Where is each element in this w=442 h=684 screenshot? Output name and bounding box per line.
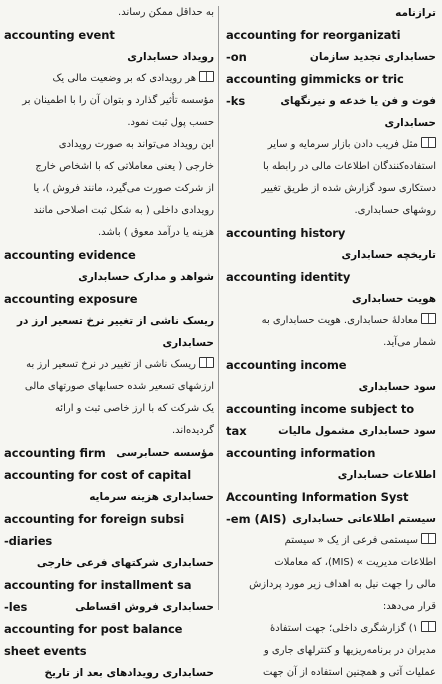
left-column	[4, 2, 214, 679]
entry-term-fragment: -em (AIS)	[226, 512, 287, 526]
definition-line: مؤسسه تأثیر گذارد و بتوان آن را با اطمینان بر	[22, 95, 214, 106]
definition-text: هر رویدادی که بر وضعیت مالی یک	[52, 73, 196, 84]
definition-line: شمار می‌آید.	[383, 337, 436, 348]
book-icon	[199, 357, 214, 368]
entry-translation: حسابداری فروش اقساطی	[75, 601, 214, 613]
entry-term: accounting identity	[226, 270, 351, 284]
entry-translation: حسابداری شرکتهای فرعی خارجی	[36, 557, 214, 569]
entry-term: sheet events	[4, 644, 87, 658]
definition-line: مالی را جهت نیل به اهداف زیر مورد پردازش	[249, 579, 436, 590]
entry-term: accounting evidence	[4, 248, 136, 262]
entry-term-fragment: -on	[226, 50, 247, 64]
definition-line: یک شرکت که با ارز خاصی ثبت و ارائه	[54, 403, 214, 414]
definition-line: از شرکت صورت می‌گیرد، مانند فروش )، یا	[33, 183, 214, 194]
right-column	[226, 2, 436, 678]
entry-term: Accounting Information Syst	[226, 490, 409, 504]
entry-translation: شواهد و مدارک حسابداری	[78, 271, 214, 283]
book-icon	[199, 71, 214, 82]
definition-line: این رویداد می‌تواند به صورت رویدادی	[58, 139, 214, 150]
entry-term: accounting event	[4, 28, 115, 42]
entry-translation: حسابداری تجدید سازمان	[309, 51, 436, 63]
entry-term-fragment: -les	[4, 600, 28, 614]
book-icon	[421, 137, 436, 148]
definition-text: سیستمی فرعی از یک « سیستم	[284, 535, 418, 546]
definition-line	[226, 134, 436, 156]
entry-translation: مؤسسه حسابرسی	[116, 447, 214, 459]
definition-line: ارزشهای تسعیر شده حسابهای صورتهای مالی	[24, 381, 214, 392]
entry-term: accounting exposure	[4, 292, 138, 306]
definition-line: گردیده‌اند.	[172, 425, 214, 436]
definition-line: مدیران در برنامه‌ریزیها و کنترلهای جاری و	[263, 645, 436, 656]
entry-translation: تاریخچه حسابداری	[341, 249, 436, 261]
definition-line	[4, 354, 214, 376]
definition-line: حسب پول ثبت نمود.	[127, 117, 214, 128]
definition-text: معادلهٔ حسابداری. هویت حسابداری به	[261, 315, 418, 326]
entry-term: accounting for reorganizati	[226, 28, 401, 42]
entry-term: accounting gimmicks or tric	[226, 72, 404, 86]
entry-term: accounting information	[226, 446, 376, 460]
definition-line: خارجی ( یعنی معاملاتی که با اشخاص خارج	[35, 161, 214, 172]
book-icon	[421, 313, 436, 324]
entry-term: accounting income subject to	[226, 402, 415, 416]
entry-translation: سیستم اطلاعاتی حسابداری	[292, 513, 436, 525]
definition-line: استفاده‌کنندگان اطلاعات مالی در رابطه با	[262, 161, 436, 172]
definition-text: ۱) گزارشگری داخلی؛ جهت استفادهٔ	[270, 623, 418, 634]
definition-line: قرار می‌دهد:	[382, 601, 436, 612]
entry-translation: رویداد حسابداری	[127, 51, 214, 63]
definition-line	[226, 310, 436, 332]
entry-term-fragment: accounting firm	[4, 446, 106, 460]
book-icon	[421, 533, 436, 544]
entry-term: accounting for post balance	[4, 622, 183, 636]
entry-translation: فوت و فن یا خدعه و نیرنگهای	[280, 95, 436, 107]
entry-translation: حسابداری	[384, 117, 436, 129]
entry-term: accounting history	[226, 226, 346, 240]
entry-term: -diaries	[4, 534, 53, 548]
entry-term-continued	[226, 90, 436, 112]
entry-term: accounting for installment sa	[4, 578, 192, 592]
entry-translation: حسابداری	[162, 337, 214, 349]
entry-term-continued	[226, 46, 436, 68]
entry-translation: ترازنامه	[395, 7, 436, 19]
definition-line: به حداقل ممکن رساند.	[118, 7, 214, 18]
entry-translation: سود حسابداری	[358, 381, 436, 393]
definition-line: روشهای حسابداری.	[354, 205, 436, 216]
entry-translation: ریسک ناشی از تغییر نرخ تسعیر ارز در	[17, 315, 214, 327]
definition-line: دستکاری سود گزارش شده از طریق تغییر	[261, 183, 436, 194]
entry-term: accounting for cost of capital	[4, 468, 192, 482]
book-icon	[421, 621, 436, 632]
entry-term-fragment: tax	[226, 424, 247, 438]
definition-line: هزینه یا درآمد معوق ) باشد.	[98, 227, 214, 238]
definition-text: ریسک ناشی از تغییر در نرخ تسعیر ارز به	[26, 359, 196, 370]
entry-translation: اطلاعات حسابداری	[337, 469, 436, 481]
entry-term: accounting income	[226, 358, 347, 372]
entry-translation: حسابداری هزینه سرمایه	[89, 491, 214, 503]
entry-term-continued	[4, 596, 214, 618]
definition-line: عملیات آتی و همچنین استفاده از آن جهت	[263, 667, 436, 678]
column-divider	[218, 6, 219, 610]
entry-translation: هویت حسابداری	[351, 293, 436, 305]
definition-line	[4, 68, 214, 90]
entry-translation: حسابداری رویدادهای بعد از تاریخ	[44, 667, 214, 679]
definition-line	[226, 618, 436, 640]
definition-line	[226, 530, 436, 552]
entry-term-continued	[4, 442, 214, 464]
entry-term: accounting for foreign subsi	[4, 512, 185, 526]
entry-term-continued	[226, 508, 436, 530]
entry-translation: سود حسابداری مشمول مالیات	[278, 425, 436, 437]
definition-line: رویدادی داخلی ( به شکل ثبت اصلاحی مانند	[33, 205, 214, 216]
definition-line: اطلاعات مدیریت » (MIS)، که معاملات	[274, 557, 436, 568]
entry-term-fragment: -ks	[226, 94, 246, 108]
definition-text: مثل فریب دادن بازار سرمایه و سایر	[267, 139, 418, 150]
entry-term-continued	[226, 420, 436, 442]
